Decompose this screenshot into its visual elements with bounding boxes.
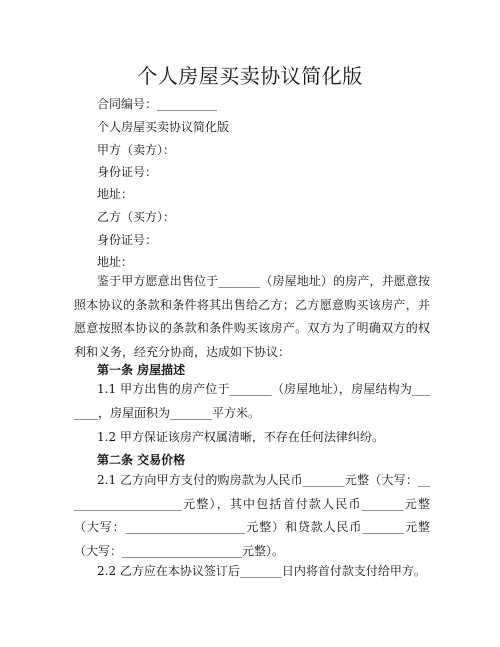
party-a-id-line: 身份证号： (97, 165, 158, 179)
party-b-id-line: 身份证号： (97, 233, 158, 247)
preamble-paragraph: 鉴于甲方愿意出售位于_______（房屋地址）的房产，并愿意按照本协议的条款和条件将其出售给乙方；乙方愿意购买该房产，并愿意按照本协议的条款和条件购买该房产。双方为了明确双方的权利和义务，经充分协商，达成如下协议： (74, 274, 430, 359)
clause-1-1: 1.1 甲方出售的房产位于_______（房屋地址），房屋结构为_______，房屋面积为_______平方米。 (74, 382, 430, 420)
document-title: 个人房屋买卖协议简化版 (137, 64, 363, 88)
party-b-line: 乙方（买方）： (97, 210, 176, 224)
clause-2-2: 2.2 乙方应在本协议签订后_______日内将首付款支付给甲方。 (97, 564, 426, 578)
party-a-address-line: 地址： (97, 187, 134, 201)
clause-2-1: 2.1 乙方向甲方支付的购房款为人民币_______元整（大写：____________________元整），其中包括首付款人民币_______元整（大写：____________________元整）和贷款人民币_______元整（大写：____________________元整）。 (74, 473, 430, 558)
subtitle-line: 个人房屋买卖协议简化版 (97, 120, 230, 134)
party-b-address-line: 地址： (97, 255, 134, 269)
party-a-line: 甲方（卖方）： (97, 143, 176, 157)
article-2-heading: 第二条 交易价格 (97, 453, 186, 467)
article-1-heading: 第一条 房屋描述 (97, 363, 186, 377)
contract-number-line: 合同编号：__________ (97, 97, 218, 111)
clause-1-2: 1.2 甲方保证该房产权属清晰，不存在任何法律纠纷。 (97, 430, 384, 444)
